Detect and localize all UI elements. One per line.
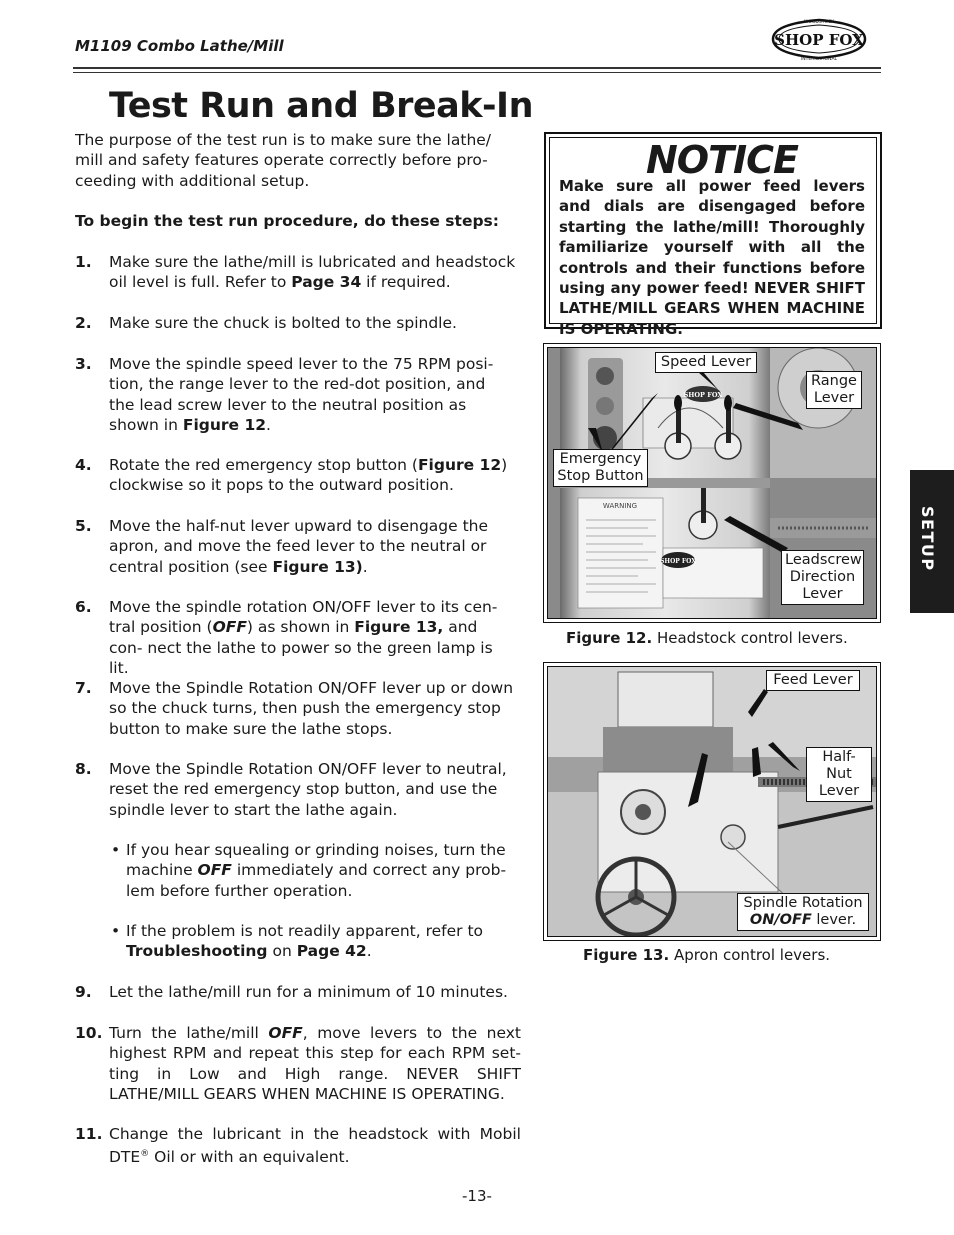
logo-brand: SHOP FOX [774,31,864,49]
step-10: 10. Turn the lathe/mill OFF, move levers to the next highest RPM and repeat this step for each RPM set- ting in Low and High range. NEVER SHIFT LATHE/MILL GEARS WHEN MACHINE IS OPERATING. [75,1024,521,1103]
bullet-noise: • If you hear squealing or grinding noises, turn the machine OFF immediately and correct any prob- lem before further operation. [111,841,507,900]
manual-title: M1109 Combo Lathe/Mill [75,37,284,55]
figure-12-caption: Figure 12. Headstock control levers. [566,629,848,647]
figure-13-caption: Figure 13. Apron control levers. [583,946,831,964]
headstock-brand-plate: SHOP FOX [683,391,723,399]
step-6: 6. Move the spindle rotation ON/OFF lever to its cen- tral position (OFF) as shown in Figure 13, and con- nect the lathe to power so the green lamp is lit. [75,598,498,677]
warning-label-text: WARNING [602,502,638,510]
page-number: -13- [462,1187,492,1205]
photo-brand-badge: SHOP FOX [660,558,696,565]
bullet-troubleshooting: • If the problem is not readily apparent, refer to Troubleshooting on Page 42. [111,922,484,961]
header-rule [73,67,881,69]
step-8: 8. Move the Spindle Rotation ON/OFF lever to neutral, reset the red emergency stop button, and use the spindle lever to start the lathe again. [75,760,507,819]
section-tab-setup: SETUP [910,470,954,613]
step-2: 2. Make sure the chuck is bolted to the spindle. [75,314,457,332]
callout-spindle-rotation: Spindle Rotation ON/OFF lever. [737,893,869,931]
step-7: 7. Move the Spindle Rotation ON/OFF lever up or down so the chuck turns, then push the emergency stop button to make sure the lathe stops. [75,679,514,738]
step-11: 11. Change the lubricant in the headstock with Mobil DTE® Oil or with an equivalent. [75,1125,521,1167]
step-1: 1. Make sure the lathe/mill is lubricated and headstock oil level is full. Refer to Page 34 if required. [75,253,516,292]
header-rule-thin [73,72,881,73]
logo-top-arc: WOODSTOCK [803,20,835,25]
callout-emergency-stop: Emergency Stop Button [553,449,648,487]
intro-paragraph: The purpose of the test run is to make sure the lathe/ mill and safety features operate correctly before pro- ceeding with additional setup. [75,131,492,190]
step-4: 4. Rotate the red emergency stop button (Figure 12) clockwise so it pops to the outward position. [75,456,508,495]
callout-range-lever: Range Lever [806,371,862,409]
callout-half-nut-lever: Half-Nut Lever [806,747,872,802]
step-5: 5. Move the half-nut lever upward to disengage the apron, and move the feed lever to the neutral or central position (see Figure 13). [75,517,489,576]
step-9: 9. Let the lathe/mill run for a minimum of 10 minutes. [75,983,508,1001]
procedure-heading: To begin the test run procedure, do these steps: [75,212,499,230]
shop-fox-logo [765,14,873,64]
callout-speed-lever: Speed Lever [655,352,757,373]
callout-leadscrew-lever: Leadscrew Direction Lever [781,550,864,605]
step-3: 3. Move the spindle speed lever to the 75 RPM posi- tion, the range lever to the red-dot position, and the lead screw lever to the neutral position as shown in Figure 12. [75,355,494,434]
logo-bottom-arc: INTERNATIONAL [800,57,838,62]
callout-feed-lever: Feed Lever [766,670,860,691]
notice-title: NOTICE [646,138,799,182]
page-title: Test Run and Break-In [109,86,533,126]
notice-text: Make sure all power feed levers and dials are disengaged before starting the lathe/mill! Thoroughly familiarize yourself with all the controls and their functions before using any power feed! NEVER SHIFT LATHE/MILL GEARS WHEN MACHINE IS OPERATING. [559,177,865,338]
